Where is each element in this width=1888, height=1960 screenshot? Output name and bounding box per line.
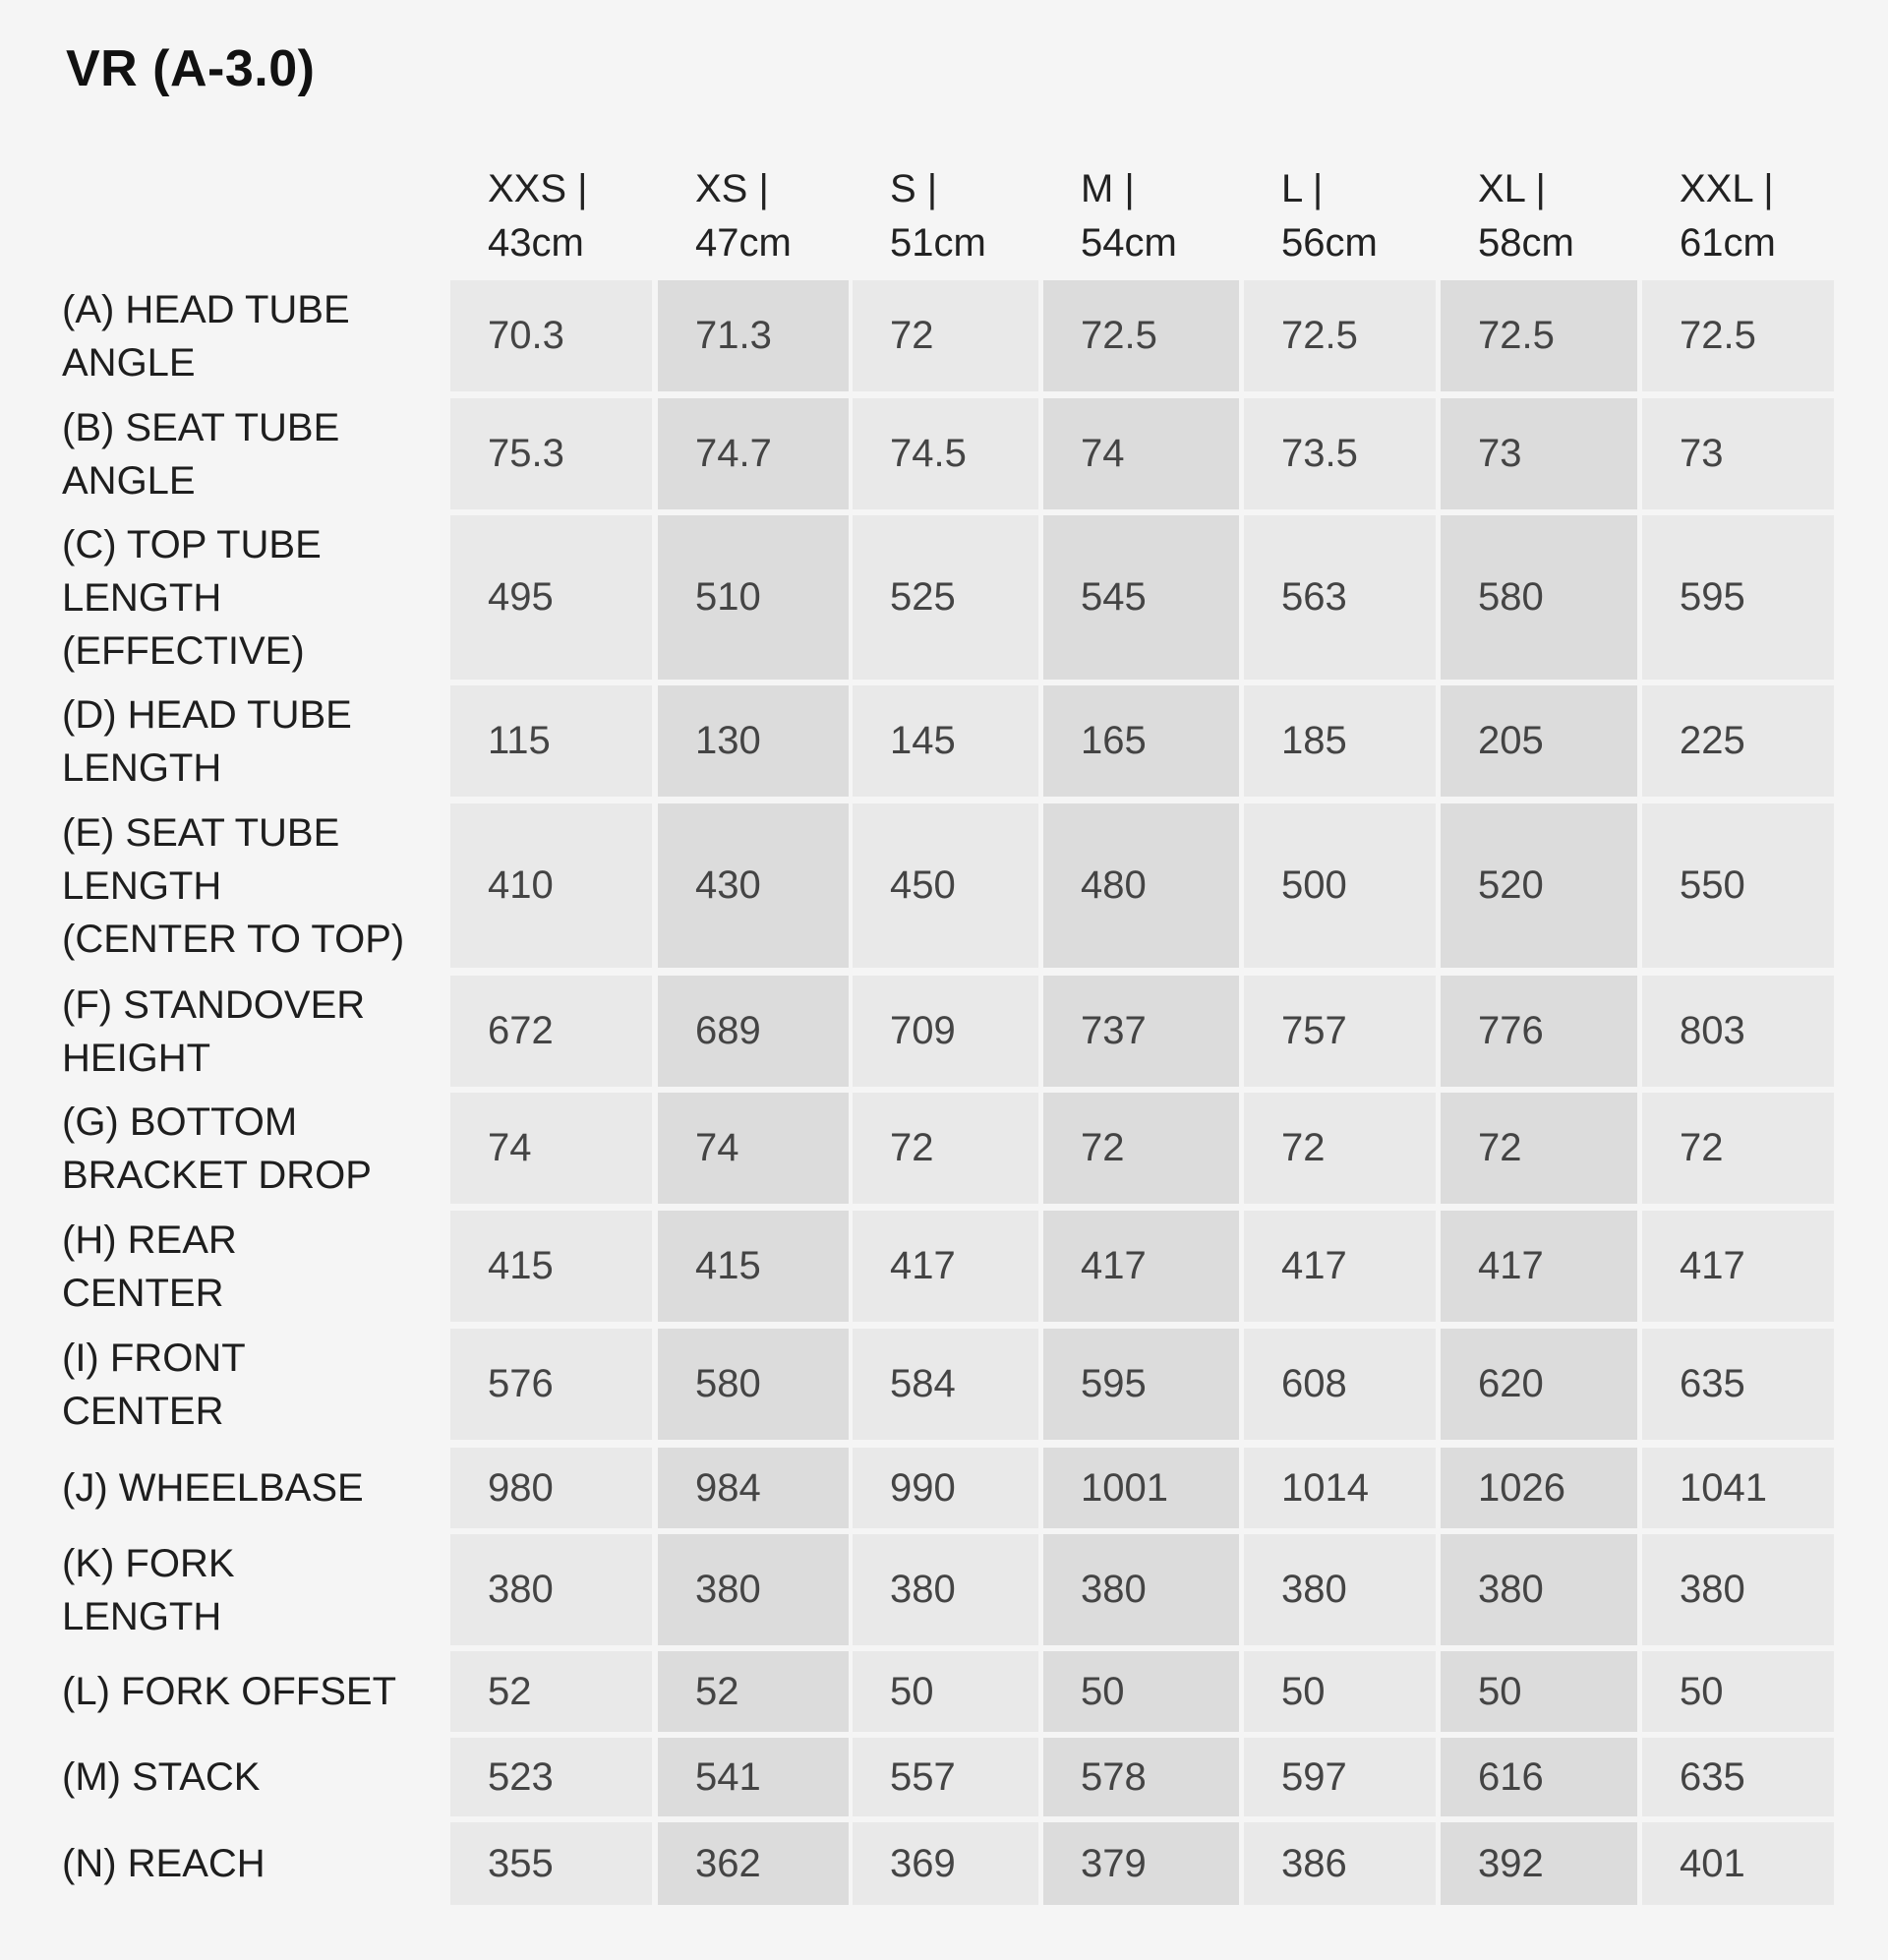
table-cell: 386 xyxy=(1244,1822,1436,1905)
size-header xyxy=(488,162,588,270)
table-cell: 417 xyxy=(853,1211,1038,1322)
table-cell: 410 xyxy=(450,803,652,968)
table-row xyxy=(0,1534,1888,1645)
table-cell: 73 xyxy=(1642,398,1834,509)
table-cell: 380 xyxy=(450,1534,652,1645)
table-cell: 50 xyxy=(1043,1651,1239,1732)
table-cell: 50 xyxy=(1441,1651,1637,1732)
size-name: XL | xyxy=(1478,167,1546,210)
page-title: VR (A-3.0) xyxy=(66,40,316,97)
size-header xyxy=(695,162,792,270)
table-cell: 595 xyxy=(1043,1329,1239,1440)
table-cell: 417 xyxy=(1441,1211,1637,1322)
size-header xyxy=(1081,162,1177,270)
table-cell: 635 xyxy=(1642,1738,1834,1816)
table-cell: 74.7 xyxy=(658,398,849,509)
row-label: (G) BOTTOM BRACKET DROP xyxy=(62,1099,372,1197)
size-name: M | xyxy=(1081,167,1135,210)
size-header xyxy=(1281,162,1378,270)
size-header-row xyxy=(0,162,1888,270)
table-cell: 415 xyxy=(450,1211,652,1322)
size-cm: 47cm xyxy=(695,221,792,265)
table-cell: 616 xyxy=(1441,1738,1637,1816)
table-cell: 510 xyxy=(658,515,849,680)
table-row xyxy=(0,685,1888,797)
table-cell: 380 xyxy=(1043,1534,1239,1645)
table-cell: 74 xyxy=(1043,398,1239,509)
table-cell: 50 xyxy=(1642,1651,1834,1732)
table-cell: 74.5 xyxy=(853,398,1038,509)
table-cell: 380 xyxy=(658,1534,849,1645)
table-cell: 52 xyxy=(450,1651,652,1732)
table-cell: 580 xyxy=(1441,515,1637,680)
table-cell: 480 xyxy=(1043,803,1239,968)
size-name: S | xyxy=(890,167,938,210)
size-cm: 51cm xyxy=(890,221,986,265)
size-cm: 56cm xyxy=(1281,221,1378,265)
size-cm: 43cm xyxy=(488,221,584,265)
size-cm: 58cm xyxy=(1478,221,1574,265)
table-cell: 541 xyxy=(658,1738,849,1816)
table-cell: 417 xyxy=(1244,1211,1436,1322)
table-cell: 990 xyxy=(853,1448,1038,1528)
table-cell: 50 xyxy=(853,1651,1038,1732)
table-row xyxy=(0,280,1888,391)
row-label: (K) FORK LENGTH xyxy=(62,1541,235,1638)
table-cell: 72 xyxy=(1043,1093,1239,1204)
row-label: (J) WHEELBASE xyxy=(62,1466,364,1510)
table-cell: 75.3 xyxy=(450,398,652,509)
table-cell: 145 xyxy=(853,685,1038,797)
row-label: (N) REACH xyxy=(62,1842,266,1885)
table-cell: 580 xyxy=(658,1329,849,1440)
table-cell: 380 xyxy=(1441,1534,1637,1645)
table-cell: 115 xyxy=(450,685,652,797)
table-cell: 415 xyxy=(658,1211,849,1322)
table-cell: 72 xyxy=(1244,1093,1436,1204)
table-cell: 803 xyxy=(1642,976,1834,1087)
table-cell: 74 xyxy=(658,1093,849,1204)
table-cell: 401 xyxy=(1642,1822,1834,1905)
table-cell: 545 xyxy=(1043,515,1239,680)
table-cell: 355 xyxy=(450,1822,652,1905)
table-cell: 672 xyxy=(450,976,652,1087)
table-row xyxy=(0,1093,1888,1204)
table-cell: 380 xyxy=(1244,1534,1436,1645)
table-cell: 584 xyxy=(853,1329,1038,1440)
size-name: XXL | xyxy=(1680,167,1774,210)
table-cell: 1014 xyxy=(1244,1448,1436,1528)
size-name: XS | xyxy=(695,167,769,210)
table-row xyxy=(0,1738,1888,1816)
table-cell: 495 xyxy=(450,515,652,680)
row-label: (L) FORK OFFSET xyxy=(62,1670,396,1713)
table-cell: 737 xyxy=(1043,976,1239,1087)
table-cell: 550 xyxy=(1642,803,1834,968)
table-cell: 1026 xyxy=(1441,1448,1637,1528)
table-cell: 557 xyxy=(853,1738,1038,1816)
table-cell: 165 xyxy=(1043,685,1239,797)
table-cell: 608 xyxy=(1244,1329,1436,1440)
table-cell: 757 xyxy=(1244,976,1436,1087)
table-cell: 984 xyxy=(658,1448,849,1528)
table-cell: 72.5 xyxy=(1244,280,1436,391)
table-cell: 392 xyxy=(1441,1822,1637,1905)
table-cell: 578 xyxy=(1043,1738,1239,1816)
table-cell: 597 xyxy=(1244,1738,1436,1816)
table-cell: 500 xyxy=(1244,803,1436,968)
size-cm: 54cm xyxy=(1081,221,1177,265)
table-cell: 709 xyxy=(853,976,1038,1087)
table-row xyxy=(0,1651,1888,1732)
row-label: (D) HEAD TUBE LENGTH xyxy=(62,692,352,790)
table-cell: 50 xyxy=(1244,1651,1436,1732)
table-row xyxy=(0,803,1888,968)
table-cell: 72.5 xyxy=(1441,280,1637,391)
row-label: (E) SEAT TUBE LENGTH (CENTER TO TOP) xyxy=(62,810,405,961)
table-cell: 595 xyxy=(1642,515,1834,680)
row-label: (H) REAR CENTER xyxy=(62,1218,237,1315)
table-cell: 72.5 xyxy=(1043,280,1239,391)
table-cell: 576 xyxy=(450,1329,652,1440)
table-cell: 73.5 xyxy=(1244,398,1436,509)
table-cell: 525 xyxy=(853,515,1038,680)
table-row xyxy=(0,1329,1888,1440)
size-name: XXS | xyxy=(488,167,588,210)
table-cell: 362 xyxy=(658,1822,849,1905)
table-cell: 72.5 xyxy=(1642,280,1834,391)
table-cell: 417 xyxy=(1642,1211,1834,1322)
table-row xyxy=(0,515,1888,680)
table-cell: 1041 xyxy=(1642,1448,1834,1528)
table-cell: 380 xyxy=(853,1534,1038,1645)
row-label: (C) TOP TUBE LENGTH (EFFECTIVE) xyxy=(62,522,322,673)
size-header xyxy=(1478,162,1574,270)
table-cell: 72 xyxy=(1642,1093,1834,1204)
table-cell: 379 xyxy=(1043,1822,1239,1905)
size-name: L | xyxy=(1281,167,1324,210)
table-cell: 369 xyxy=(853,1822,1038,1905)
table-row xyxy=(0,976,1888,1087)
table-cell: 185 xyxy=(1244,685,1436,797)
table-cell: 776 xyxy=(1441,976,1637,1087)
row-label: (I) FRONT CENTER xyxy=(62,1336,246,1433)
table-cell: 980 xyxy=(450,1448,652,1528)
table-cell: 52 xyxy=(658,1651,849,1732)
table-cell: 130 xyxy=(658,685,849,797)
table-cell: 72 xyxy=(853,280,1038,391)
table-row xyxy=(0,1822,1888,1905)
table-cell: 523 xyxy=(450,1738,652,1816)
row-label: (A) HEAD TUBE ANGLE xyxy=(62,287,350,385)
table-cell: 205 xyxy=(1441,685,1637,797)
table-cell: 71.3 xyxy=(658,280,849,391)
table-cell: 70.3 xyxy=(450,280,652,391)
table-cell: 1001 xyxy=(1043,1448,1239,1528)
row-label: (M) STACK xyxy=(62,1755,261,1799)
table-row xyxy=(0,1211,1888,1322)
table-cell: 380 xyxy=(1642,1534,1834,1645)
table-cell: 689 xyxy=(658,976,849,1087)
table-cell: 520 xyxy=(1441,803,1637,968)
table-row xyxy=(0,398,1888,509)
row-label: (F) STANDOVER HEIGHT xyxy=(62,982,366,1080)
table-cell: 450 xyxy=(853,803,1038,968)
size-header xyxy=(1680,162,1776,270)
table-cell: 635 xyxy=(1642,1329,1834,1440)
table-cell: 430 xyxy=(658,803,849,968)
table-cell: 73 xyxy=(1441,398,1637,509)
size-header xyxy=(890,162,986,270)
table-cell: 225 xyxy=(1642,685,1834,797)
table-cell: 74 xyxy=(450,1093,652,1204)
table-cell: 417 xyxy=(1043,1211,1239,1322)
row-label: (B) SEAT TUBE ANGLE xyxy=(62,405,340,503)
size-cm: 61cm xyxy=(1680,221,1776,265)
table-cell: 72 xyxy=(853,1093,1038,1204)
table-cell: 620 xyxy=(1441,1329,1637,1440)
table-cell: 72 xyxy=(1441,1093,1637,1204)
table-cell: 563 xyxy=(1244,515,1436,680)
table-row xyxy=(0,1448,1888,1528)
